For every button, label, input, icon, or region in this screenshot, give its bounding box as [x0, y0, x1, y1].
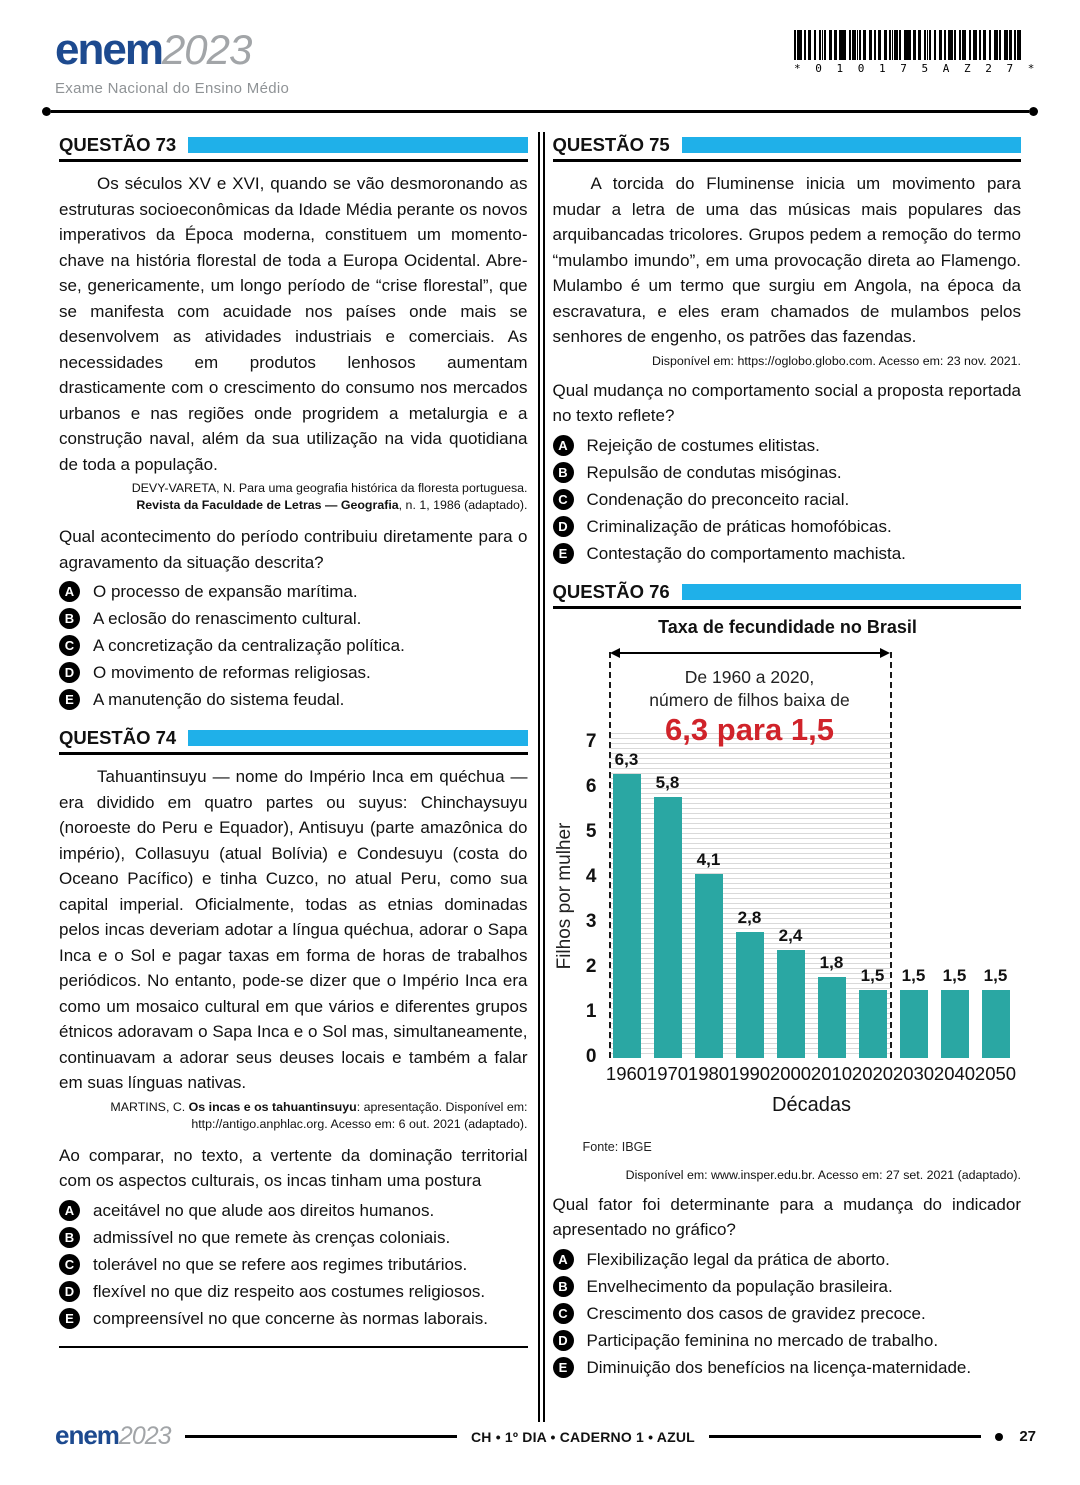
chart-bar	[941, 990, 969, 1058]
footer-caption: CH • 1º DIA • CADERNO 1 • AZUL	[470, 1428, 695, 1445]
page-header	[0, 0, 1080, 97]
chart-source: Fonte: IBGE	[582, 1139, 652, 1154]
option-letter-badge: A	[59, 1200, 80, 1221]
arrow-span-line	[616, 652, 883, 655]
question-73-options	[59, 580, 528, 711]
barcode-stripes	[794, 30, 1022, 60]
option-text: A eclosão do renascimento cultural.	[93, 609, 362, 628]
option-text: O processo de expansão marítima.	[93, 582, 358, 601]
y-tick-label: 1	[585, 1000, 597, 1022]
question-73-citation: DEVY-VARETA, N. Para uma geografia histórica da floresta portuguesa. Revista da Faculdade de Letras — Geografia, n. 1, 1986 (adaptado).	[131, 481, 528, 512]
question-73-header	[59, 134, 528, 162]
option-text: A manutenção do sistema feudal.	[93, 690, 345, 709]
y-tick-label: 0	[585, 1045, 597, 1067]
rule-line	[51, 110, 1029, 113]
x-tick-label: 1960	[605, 1062, 648, 1084]
option-letter-badge: C	[59, 635, 80, 656]
enem-logo	[55, 26, 289, 97]
option-row	[59, 1307, 528, 1330]
option-text: flexível no que diz respeito aos costumes religiosos.	[93, 1281, 486, 1301]
chart-x-axis-label: Décadas	[772, 1093, 851, 1116]
option-letter-badge: D	[59, 1281, 80, 1302]
left-column	[59, 132, 528, 1422]
x-tick-label: 2010	[810, 1062, 853, 1084]
bar-value-label: 1,5	[983, 965, 1008, 985]
chart-y-axis-label: Filhos por mulher	[553, 822, 575, 969]
option-letter-badge: E	[59, 689, 80, 710]
x-tick-label: 2000	[769, 1062, 812, 1084]
question-74-header	[59, 727, 528, 755]
option-letter-badge: C	[553, 1303, 574, 1324]
question-73	[59, 134, 528, 711]
option-row	[59, 607, 528, 630]
question-76-title: QUESTÃO 76	[552, 580, 670, 602]
option-letter-badge: B	[553, 1276, 574, 1297]
chart-bar	[777, 950, 805, 1058]
enem-logo-year: 2023	[161, 26, 252, 73]
option-text: Crescimento dos casos de gravidez precoce.	[586, 1303, 926, 1323]
option-row	[553, 488, 1022, 511]
chart-bar	[982, 990, 1010, 1058]
column-divider	[538, 132, 545, 1422]
header-rule	[42, 107, 1038, 116]
y-tick-label: 7	[585, 730, 597, 752]
option-row	[59, 634, 528, 657]
footer-logo-year: 2023	[118, 1422, 171, 1450]
option-row	[553, 1329, 1022, 1352]
question-75-source: Disponível em: https://oglobo.globo.com. Acesso em: 23 nov. 2021.	[652, 353, 1021, 368]
footer-logo	[55, 1422, 171, 1451]
question-75-body: A torcida do Fluminense inicia um movimento para mudar a letra de uma das músicas mais populares das arquibancadas tricolores. Grupos pedem a remoção do termo “mulambo imundo”, em uma provocação direta ao Flamengo. Mulambo é um termo que surgiu em Angola, na época da escravatura, e eles eram chamados de mulambos pelos senhores de engenho, os patrões das fazendas.	[552, 174, 1021, 346]
option-letter-badge: D	[553, 1330, 574, 1351]
option-text: Condenação do preconceito racial.	[586, 489, 850, 509]
chart-annotation-line1: De 1960 a 2020,	[684, 666, 815, 687]
rule-dot-left	[42, 107, 51, 116]
y-tick-label: 5	[585, 820, 597, 842]
bar-value-label: 4,1	[696, 849, 721, 869]
option-text: Criminalização de práticas homofóbicas.	[586, 516, 892, 536]
x-tick-label: 2050	[974, 1062, 1017, 1084]
bar-value-label: 2,4	[778, 925, 803, 945]
option-text: Flexibilização legal da prática de aborto.	[586, 1249, 890, 1269]
option-letter-badge: C	[553, 489, 574, 510]
question-76-header	[553, 581, 1022, 609]
option-text: Repulsão de condutas misóginas.	[586, 462, 842, 482]
chart-annotation	[609, 666, 891, 748]
question-76-stem: Qual fator foi determinante para a mudança do indicador apresentado no gráfico?	[552, 1194, 1021, 1239]
question-74-title: QUESTÃO 74	[59, 727, 177, 748]
x-tick-label: 1970	[646, 1062, 689, 1084]
arrow-head-right	[880, 648, 890, 658]
option-row	[553, 515, 1022, 538]
option-row	[59, 580, 528, 603]
question-74-citation: MARTINS, C. Os incas e os tahuantinsuyu: apresentação. Disponível em: http://antigo.anphlac.org. Acesso em: 6 out. 2021 (adaptado).	[110, 1099, 528, 1131]
column-end-rule	[59, 1346, 528, 1348]
option-letter-badge: B	[59, 1227, 80, 1248]
y-tick-label: 4	[585, 865, 597, 887]
question-header-bar	[188, 137, 527, 153]
x-tick-label: 1990	[728, 1062, 771, 1084]
bar-value-label: 1,5	[860, 965, 885, 985]
option-letter-badge: A	[59, 581, 80, 602]
option-letter-badge: C	[59, 1254, 80, 1275]
chart-bar	[818, 977, 846, 1058]
x-tick-label: 2020	[851, 1062, 894, 1084]
option-row	[553, 542, 1022, 565]
option-text: Envelhecimento da população brasileira.	[586, 1276, 893, 1296]
option-letter-badge: A	[553, 435, 574, 456]
option-letter-badge: A	[553, 1249, 574, 1270]
option-row	[553, 461, 1022, 484]
option-row	[553, 434, 1022, 457]
enem-logo-text: enem	[55, 25, 162, 74]
question-75	[553, 134, 1022, 565]
option-row	[553, 1248, 1022, 1271]
question-74	[59, 727, 528, 1330]
footer-logo-text: enem	[55, 1420, 119, 1450]
chart-title: Taxa de fecundidade no Brasil	[658, 616, 917, 637]
option-letter-badge: D	[553, 516, 574, 537]
question-75-stem: Qual mudança no comportamento social a proposta reportada no texto reflete?	[552, 380, 1021, 425]
option-row	[59, 1280, 528, 1303]
footer-dot	[995, 1433, 1003, 1441]
option-row	[553, 1356, 1022, 1379]
option-text: Contestação do comportamento machista.	[586, 543, 906, 563]
option-letter-badge: E	[553, 1357, 574, 1378]
x-tick-label: 2030	[892, 1062, 935, 1084]
y-tick-label: 6	[585, 775, 597, 797]
chart-annotation-highlight: 6,3 para 1,5	[665, 711, 834, 747]
option-text: O movimento de reformas religiosas.	[93, 663, 371, 682]
x-tick-label: 1980	[687, 1062, 730, 1084]
option-text: Rejeição de costumes elitistas.	[586, 435, 820, 455]
chart-bar	[900, 990, 928, 1058]
option-row	[553, 1275, 1022, 1298]
arrow-head-left	[610, 648, 620, 658]
page-number: 27	[1019, 1428, 1037, 1445]
question-header-bar	[188, 730, 527, 746]
bar-value-label: 5,8	[655, 772, 680, 792]
question-73-stem: Qual acontecimento do período contribuiu diretamente para o agravamento da situação descrita?	[59, 527, 528, 572]
question-73-title: QUESTÃO 73	[59, 134, 177, 155]
question-75-title: QUESTÃO 75	[552, 134, 670, 155]
question-header-bar	[682, 137, 1021, 153]
chart-bar	[654, 797, 682, 1058]
option-row	[59, 688, 528, 711]
y-tick-label: 3	[585, 910, 597, 932]
question-74-body: Tahuantinsuyu — nome do Império Inca em quéchua — era dividido em quatro partes ou suyus: Chinchaysuyu (noroeste do Peru e Equador), Antisuyu (parte amazônica do império), Collasuyu (atual Bolívia) e Condesuyu (costa do Oceano Pacífico) e tinha Cuzco, no atual Peru, como sua capital imperial. Oficialmente, todas as etnias dominadas pelos incas deveriam adotar a língua quéchua, adorar o Sapa Inca e o Sol e pagar taxas em forma de horas de trabalhos periódicos. No entanto, pode-se dizer que o Império Inca era como um mosaico cultural em que vários e diferentes grupos étnicos adoravam o Sapa Inca e o Sol mas, simultaneamente, continuavam a adorar seus deuses locais e também a falar em suas línguas nativas.	[59, 767, 528, 1092]
page-footer	[0, 1422, 1080, 1451]
bar-value-label: 1,5	[942, 965, 967, 985]
question-76-source: Disponível em: www.insper.edu.br. Acesso em: 27 set. 2021 (adaptado).	[625, 1167, 1021, 1182]
chart-plot	[553, 642, 1023, 1134]
bar-value-label: 6,3	[614, 749, 639, 769]
chart-bar	[859, 990, 887, 1058]
right-column	[553, 132, 1022, 1422]
option-text: aceitável no que alude aos direitos humanos.	[93, 1200, 435, 1220]
option-letter-badge: B	[553, 462, 574, 483]
option-text: Diminuição dos benefícios na licença-maternidade.	[586, 1357, 972, 1377]
question-74-stem: Ao comparar, no texto, a vertente da dominação territorial com os aspectos culturais, os incas tinham uma postura	[59, 1145, 528, 1190]
fertility-chart	[553, 617, 1023, 1134]
bar-value-label: 1,5	[901, 965, 926, 985]
option-text: tolerável no que se refere aos regimes tributários.	[93, 1254, 468, 1274]
option-text: A concretização da centralização política.	[93, 636, 405, 655]
barcode	[794, 30, 1039, 75]
option-text: compreensível no que concerne às normas laborais.	[93, 1308, 488, 1328]
question-75-options	[553, 434, 1022, 565]
chart-bar	[613, 774, 641, 1058]
bar-value-label: 2,8	[737, 907, 762, 927]
option-letter-badge: E	[553, 543, 574, 564]
x-tick-label: 2040	[933, 1062, 976, 1084]
enem-logo-subtitle: Exame Nacional do Ensino Médio	[55, 80, 290, 97]
option-row	[553, 1302, 1022, 1325]
content-columns	[0, 116, 1080, 1422]
footer-rule-right	[709, 1435, 981, 1438]
option-text: Participação feminina no mercado de trabalho.	[586, 1330, 939, 1350]
chart-bar	[736, 932, 764, 1058]
barcode-text: * 0 1 0 1 7 5 A Z 2 7 *	[794, 62, 1039, 75]
question-76	[553, 581, 1022, 1379]
option-letter-badge: E	[59, 1308, 80, 1329]
option-row	[59, 1253, 528, 1276]
option-letter-badge: D	[59, 662, 80, 683]
option-row	[59, 1226, 528, 1249]
chart-annotation-line2: número de filhos baixa de	[649, 689, 850, 710]
bar-value-label: 1,8	[819, 952, 844, 972]
question-74-options	[59, 1199, 528, 1330]
question-73-body: Os séculos XV e XVI, quando se vão desmoronando as estruturas socioeconômicas da Idade Média perante os novos imperativos da Época moderna, constituem um momento-chave na história florestal de toda a Europa Ocidental. Abre-se, genericamente, um longo período de “crise florestal”, que se manifesta com acuidade nos países onde mais se desenvolvem as atividades industriais e comerciais. As necessidades em produtos lenhosos aumentam drasticamente com o crescimento do consumo nos mercados urbanos e nas regiões onde progridem a metalurgia e a construção naval, além da sua utilização na vida quotidiana de toda a população.	[59, 174, 528, 474]
option-row	[59, 661, 528, 684]
y-tick-label: 2	[585, 955, 597, 977]
rule-dot-right	[1029, 107, 1038, 116]
question-75-header	[553, 134, 1022, 162]
footer-rule-left	[185, 1435, 457, 1438]
chart-bar	[695, 874, 723, 1058]
option-letter-badge: B	[59, 608, 80, 629]
question-header-bar	[682, 584, 1021, 600]
option-text: admissível no que remete às crenças coloniais.	[93, 1227, 451, 1247]
option-row	[59, 1199, 528, 1222]
question-76-options	[553, 1248, 1022, 1379]
